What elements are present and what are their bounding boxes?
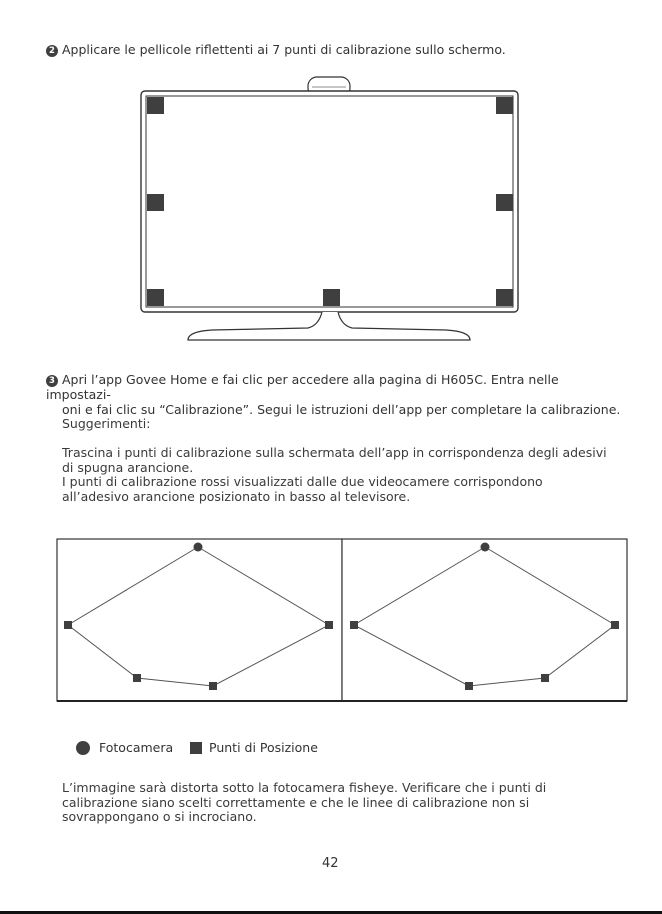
calibration-point-mid-right xyxy=(496,194,513,211)
position-point-left-1 xyxy=(325,621,333,629)
calibration-point-mid-left xyxy=(147,194,164,211)
camera-point-left xyxy=(194,543,203,552)
calibration-point-bottom-center xyxy=(323,289,340,306)
step-3-line-2: oni e fai clic su “Calibrazione”. Segui le istruzioni dell’app per completare la calibrazione. xyxy=(62,402,621,417)
legend-positions-label: Punti di Posizione xyxy=(209,740,318,755)
calibration-point-top-right xyxy=(496,97,513,114)
fisheye-note: L’immagine sarà distorta sotto la fotocamera fisheye. Verificare che i punti di calibrazione siano scelti correttamente e che le linee di calibrazione non si sovrappongano o si incrociano. xyxy=(62,780,547,824)
position-point-left-4 xyxy=(64,621,72,629)
camera-dot-icon xyxy=(76,741,90,755)
position-point-right-4 xyxy=(350,621,358,629)
position-point-right-3 xyxy=(465,682,473,690)
page-number: 42 xyxy=(322,856,339,871)
step-3-line-1: Apri l’app Govee Home e fai clic per accedere alla pagina di H605C. Entra nelle impostazi- xyxy=(46,372,559,402)
position-square-icon xyxy=(190,742,202,754)
legend-camera-label: Fotocamera xyxy=(99,740,174,755)
position-point-left-3 xyxy=(133,674,141,682)
tv-stand xyxy=(188,312,470,340)
position-point-right-1 xyxy=(611,621,619,629)
calibration-point-bottom-left xyxy=(147,289,164,306)
camera-view-left xyxy=(57,539,342,701)
calibration-point-bottom-right xyxy=(496,289,513,306)
camera-view-right xyxy=(342,539,627,701)
tip-1: Trascina i punti di calibrazione sulla schermata dell’app in corrispondenza degli adesivi di spugna arancione. xyxy=(62,445,607,475)
position-point-right-2 xyxy=(541,674,549,682)
tv-screen xyxy=(146,96,513,307)
step-3 xyxy=(46,372,626,417)
camera-point-right xyxy=(481,543,490,552)
calibration-point-top-left xyxy=(147,97,164,114)
tips-heading: Suggerimenti: xyxy=(62,416,151,431)
position-point-left-2 xyxy=(209,682,217,690)
step-2-number: 2 xyxy=(46,45,58,57)
tip-2: I punti di calibrazione rossi visualizzati dalle due videocamere corrispondono all’adesivo arancione posizionato in basso al televisore. xyxy=(62,474,543,504)
step-3-number: 3 xyxy=(46,375,58,387)
step-2-text: Applicare le pellicole riflettenti ai 7 punti di calibrazione sullo schermo. xyxy=(62,42,506,57)
